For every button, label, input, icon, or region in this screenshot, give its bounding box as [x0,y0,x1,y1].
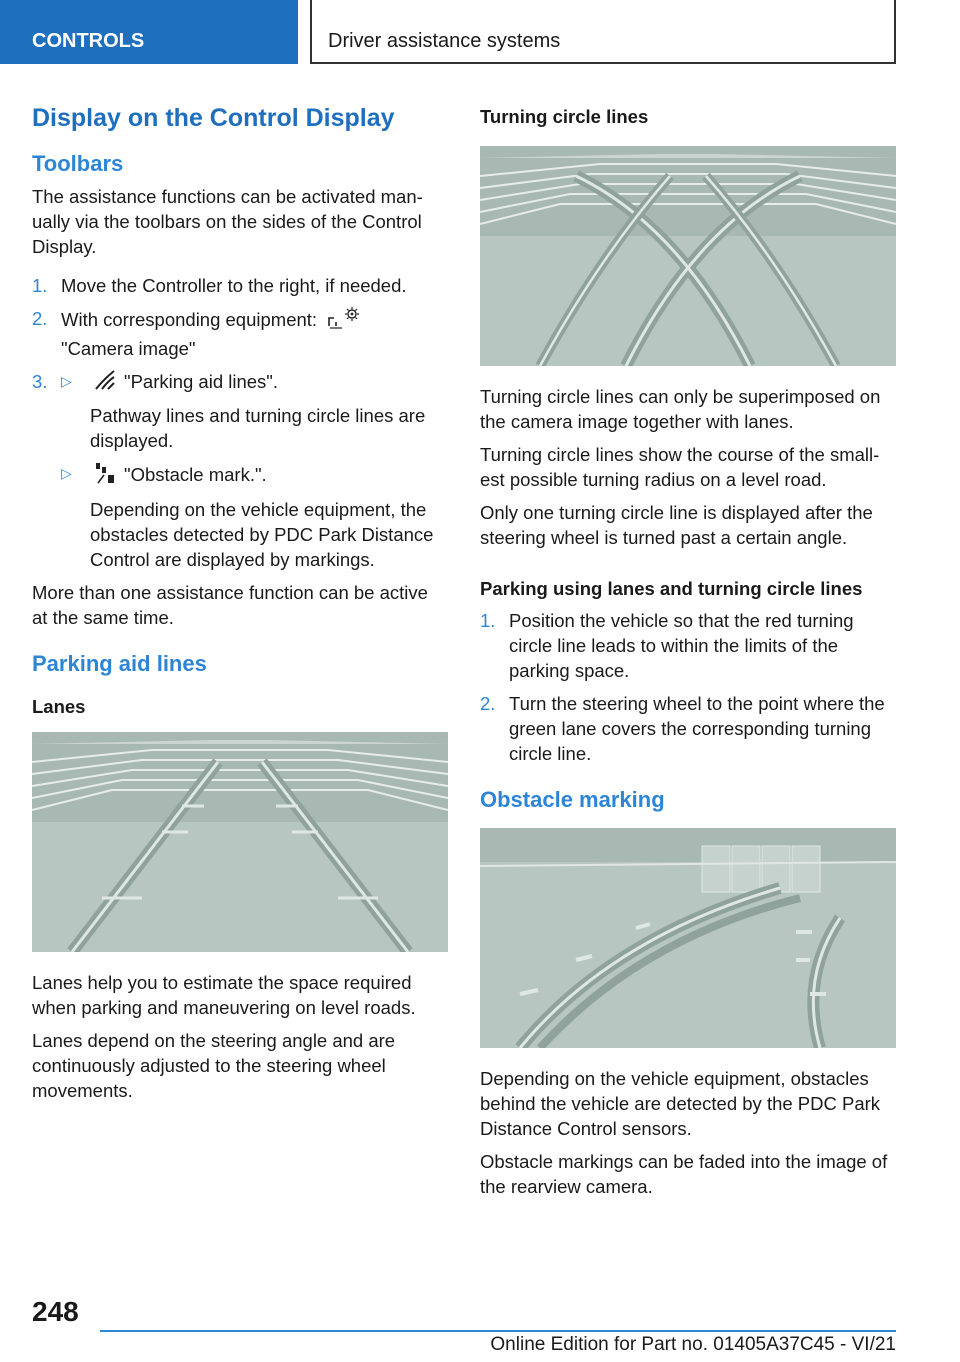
page-number: 248 [32,1296,79,1327]
header-section-label: CONTROLS [32,30,145,52]
header-chapter [310,0,896,64]
lanes-paragraph-2: Lanes depend on the steering angle and are continuously adjusted to the steering wheel movements. [32,1030,396,1102]
turning-circle-figure [480,146,896,366]
subitem-parking-lines [61,369,448,453]
step-number: 2. [480,693,496,714]
parking-using-heading: Parking using lanes and turning circle lines [480,578,863,599]
lanes-heading: Lanes [32,696,86,718]
parking-step-1 [480,608,896,683]
step-text-after: "Camera image" [61,338,196,359]
subitem-label: "Parking aid lines". [124,371,279,392]
footer-divider [100,1330,896,1332]
step-2 [32,306,448,361]
step-text: With corresponding equipment: [61,308,318,330]
lanes-figure [32,732,448,952]
subitem-label: "Obstacle mark.". [124,464,267,485]
multi-note: More than one assistance function can be active at the same time. [32,582,428,629]
turning-paragraph-3: Only one turning circle line is displayed after the steering wheel is turned past a certain angle. [480,502,873,548]
left-column [32,100,448,1111]
step-number: 1. [480,610,496,631]
right-column [480,104,896,1207]
triangle-bullet-icon: ▷ [61,465,72,482]
turning-circle-heading: Turning circle lines [480,106,649,127]
header-section [0,0,298,64]
obstacle-marking-figure [480,828,896,1048]
header-chapter-label: Driver assistance systems [328,30,561,52]
step-text: Position the vehicle so that the red turning circle line leads to within the limits of the parking space. [509,610,854,681]
parking-aid-heading: Parking aid lines [32,651,207,677]
parking-step-2 [480,691,896,766]
toolbars-heading: Toolbars [32,151,124,176]
parking-lines-icon [94,369,116,397]
step-text: Turn the steering wheel to the point where the green lane covers the corresponding turning circle line. [509,693,885,764]
obstacle-mark-icon [94,461,116,491]
lanes-paragraph-1: Lanes help you to estimate the space required when parking and maneuvering on level roads. [32,972,416,1019]
obstacle-paragraph-1: Depending on the vehicle equipment, obstacles behind the vehicle are detected by the PDC Park Distance Control sensors. [480,1068,881,1139]
subitem-obstacle-mark [61,461,448,572]
turning-paragraph-2: Turning circle lines show the course of the small-est possible turning radius on a level road. [480,444,880,490]
step-number: 2. [32,308,48,329]
subitem-text: Depending on the vehicle equipment, the obstacles detected by PDC Park Distance Control are displayed by markings. [90,499,434,571]
step-1 [32,273,448,298]
step-number: 3. [32,371,48,392]
page-title: Display on the Control Display [32,104,395,132]
step-number: 1. [32,275,48,296]
obstacle-paragraph-2: Obstacle markings can be faded into the image of the rearview camera. [480,1151,888,1197]
footer-edition: Online Edition for Part no. 01405A37C45 - VI/21 [490,1334,896,1355]
obstacle-marking-heading: Obstacle marking [480,787,665,812]
toolbars-intro: The assistance functions can be activated man-ually via the toolbars on the sides of the Control Display. [32,186,423,257]
turning-paragraph-1: Turning circle lines can only be superimposed on the camera image together with lanes. [480,386,881,432]
step-3 [32,369,448,572]
subitem-text: Pathway lines and turning circle lines are displayed. [90,405,426,452]
triangle-bullet-icon: ▷ [61,373,72,389]
camera-gear-icon [326,306,360,336]
step-text: Move the Controller to the right, if needed. [61,275,407,296]
